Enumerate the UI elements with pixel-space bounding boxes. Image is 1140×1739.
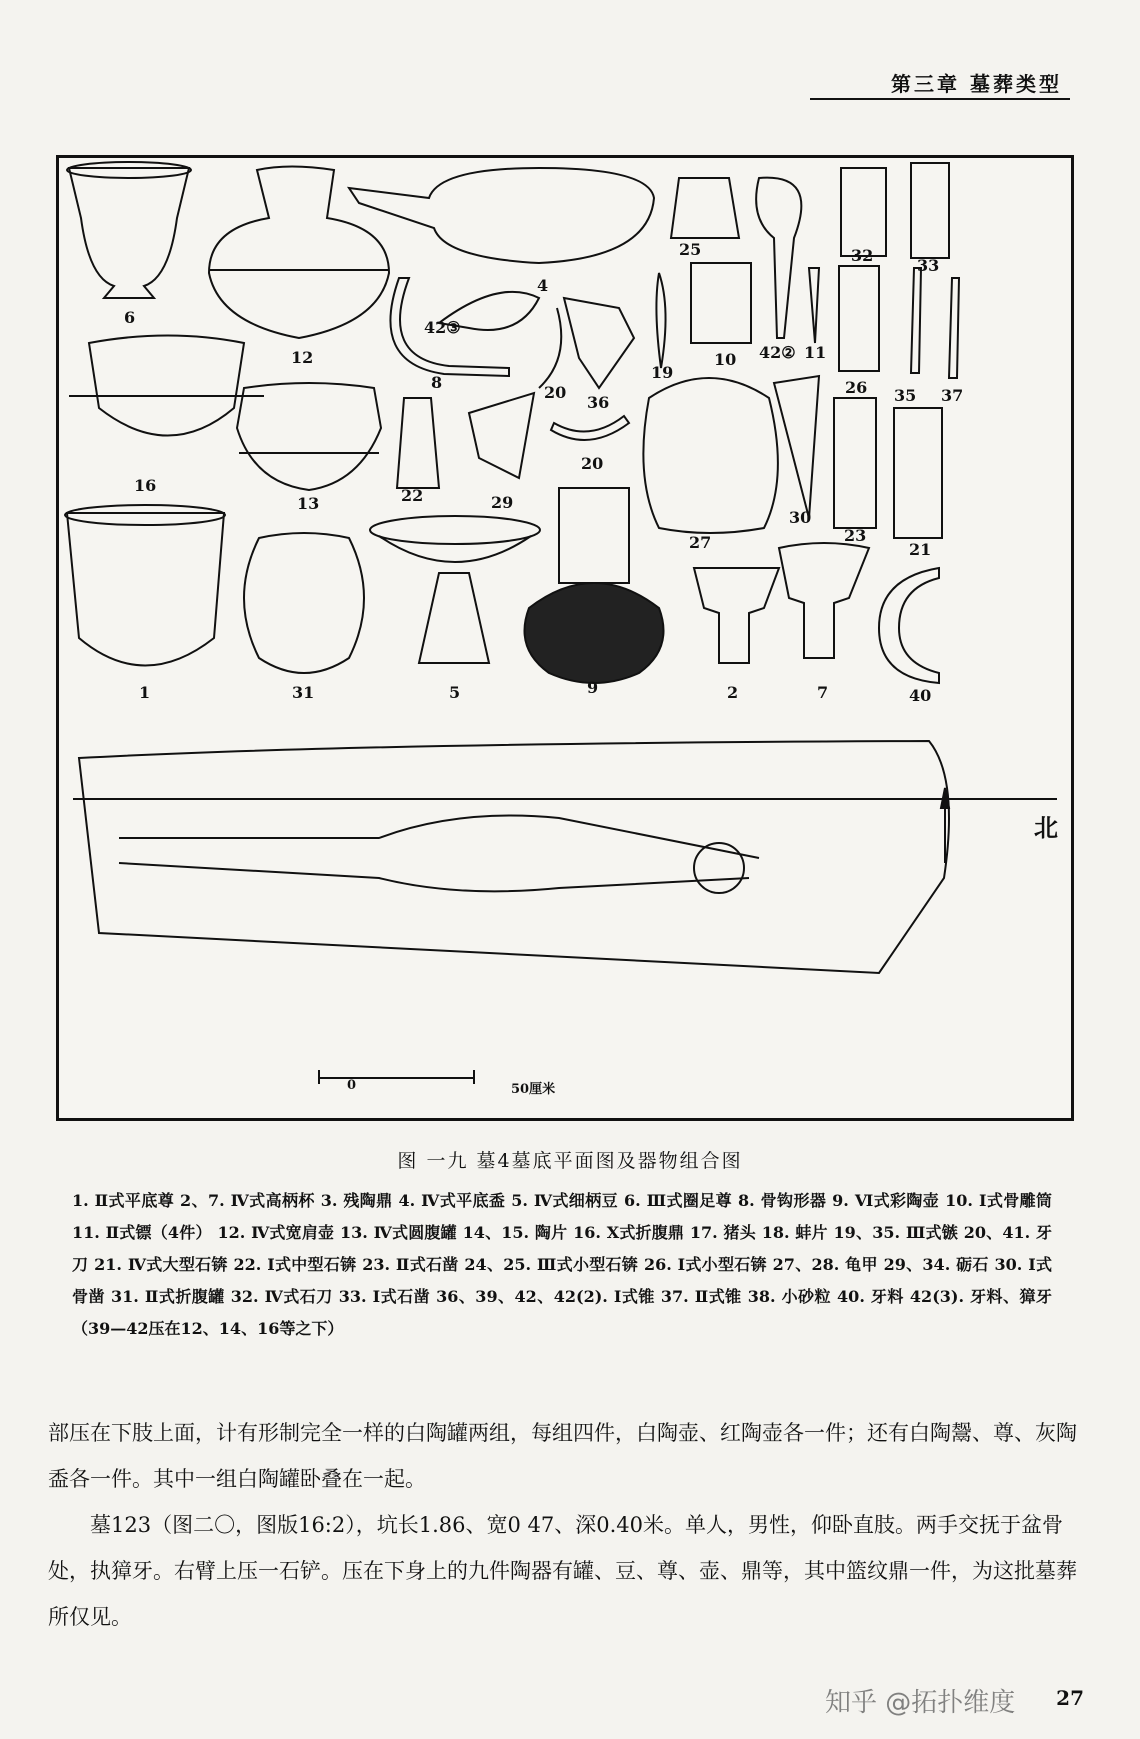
label-13: 13 (297, 494, 320, 513)
header-rule (810, 98, 1070, 100)
figure-plate (56, 155, 1074, 1121)
label-27: 27 (689, 533, 712, 552)
label-20b: 20 (581, 454, 604, 473)
paragraph-1: 部压在下肢上面，计有形制完全一样的白陶罐两组，每组四件，白陶壶、红陶壶各一件；还有白陶鬶、尊、灰陶盉各一件。其中一组白陶罐卧叠在一起。 (48, 1421, 1077, 1491)
paragraph-2: 墓123（图二〇，图版16:2），坑长1.86、宽0 47、深0.40米。单人，男性，仰卧直肢。两手交抚于盆骨处，执獐牙。右臂上压一石铲。压在下身上的九件陶器有罐、豆、尊、壶、鼎等，其中篮纹鼎一件，为这批墓葬所仅见。 (48, 1513, 1077, 1629)
label-10: 10 (714, 350, 737, 369)
scale-end: 50厘米 (511, 1082, 556, 1097)
label-22: 22 (401, 486, 424, 505)
figure-legend: 1. Ⅱ式平底尊 2、7. Ⅳ式高柄杯 3. 残陶鼎 4. Ⅳ式平底盉 5. Ⅳ式细柄豆 6. Ⅲ式圈足尊 8. 骨钩形器 9. Ⅵ式彩陶壶 10. Ⅰ式骨雕筒 11. Ⅱ式镖（4件） 12. Ⅳ式宽肩壶 13. Ⅳ式圆腹罐 14、15. 陶片 16. Ⅹ式折腹鼎 17. 猪头 18. 蚌片 19、35. Ⅲ式镞 20、41. 牙刀 21. Ⅳ式大型石锛 22. Ⅰ式中型石锛 23. Ⅱ式石凿 24、25. Ⅲ式小型石锛 26. Ⅰ式小型石锛 27、28. 龟甲 29、34. 砺石 30. Ⅰ式骨凿 31. Ⅱ式折腹罐 32. Ⅳ式石刀 33. Ⅰ式石凿 36、39、42、42(2). Ⅰ式锥 37. Ⅱ式锥 38. 小砂粒 40. 牙料 42(3). 牙料、獐牙 （39—42压在12、14、16等之下） (72, 1191, 1052, 1338)
label-31: 31 (292, 683, 315, 702)
label-4: 4 (537, 276, 549, 295)
label-29: 29 (491, 493, 514, 512)
label-26: 26 (845, 378, 868, 397)
label-35: 35 (894, 386, 917, 405)
label-23: 23 (844, 526, 867, 545)
label-40: 40 (909, 686, 932, 705)
label-33: 33 (917, 256, 940, 275)
label-20a: 20 (544, 383, 567, 402)
label-9: 9 (587, 678, 599, 697)
label-5: 5 (449, 683, 461, 702)
label-30: 30 (789, 508, 812, 527)
label-11: 11 (804, 343, 827, 362)
page-number: 27 (1056, 1686, 1084, 1710)
figure-caption: 图 一九 墓4墓底平面图及器物组合图 (397, 1150, 743, 1172)
label-42-2: 42② (759, 343, 796, 362)
north-label: 北 (1034, 813, 1058, 842)
label-1: 1 (139, 683, 151, 702)
label-2: 2 (727, 683, 739, 702)
chapter-title: 第三章 墓葬类型 (891, 72, 1062, 96)
body-text (48, 1410, 1088, 1640)
artifact-drawings (59, 158, 1071, 1118)
label-16: 16 (134, 476, 157, 495)
label-32: 32 (851, 246, 874, 265)
scale-start: 0 (347, 1078, 357, 1093)
label-6: 6 (124, 308, 136, 327)
label-12: 12 (291, 348, 314, 367)
label-42-3: 42③ (424, 318, 461, 337)
watermark: 知乎 @拓扑维度 (825, 1688, 1016, 1718)
label-8: 8 (431, 373, 443, 392)
plate-divider (73, 798, 1057, 800)
label-21: 21 (909, 540, 932, 559)
label-25: 25 (679, 240, 702, 259)
label-36: 36 (587, 393, 610, 412)
running-header (770, 68, 1070, 97)
label-37: 37 (941, 386, 964, 405)
label-7: 7 (817, 683, 829, 702)
label-19: 19 (651, 363, 674, 382)
